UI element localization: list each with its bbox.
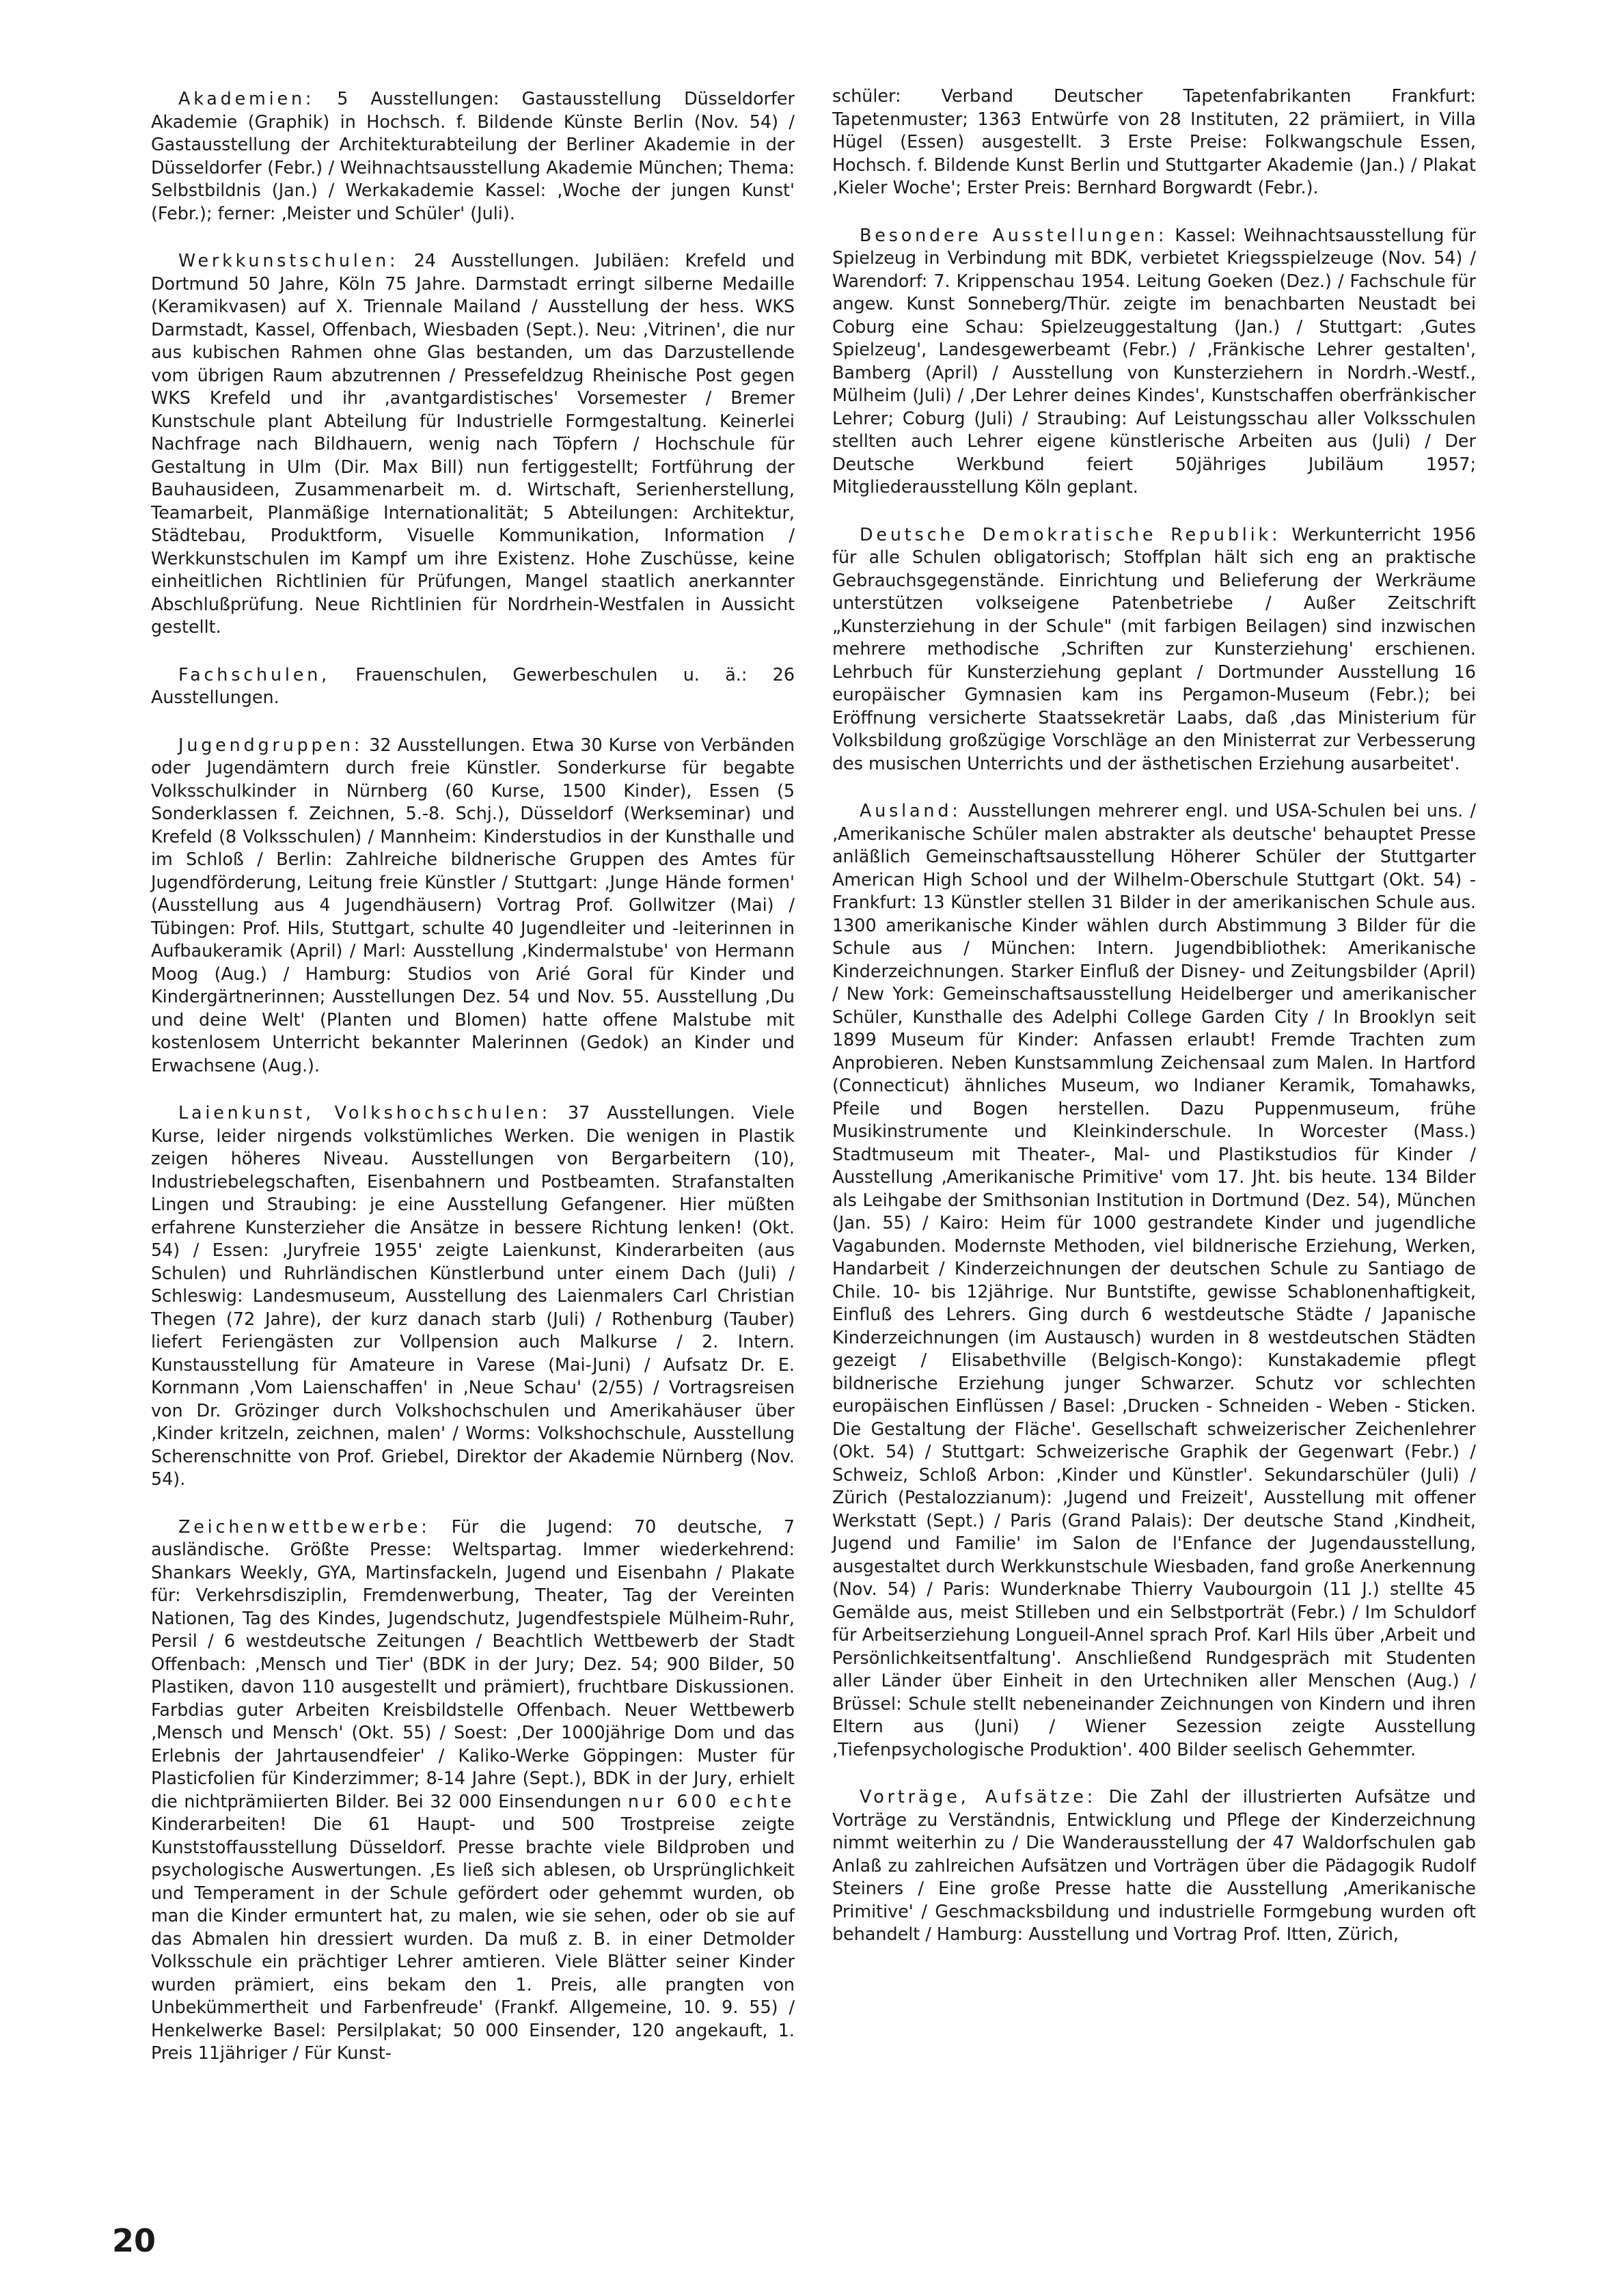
paragraph-text: Die Zahl der illustrierten Aufsätze und Vorträge zu Verständnis, Entwicklung und Pflege der Kinderzeichnung nimmt weiterhin zu / Die Wanderausstellung der 47 Waldorfschulen gab Anlaß zu zahlreichen Aufsätzen und Vorträgen über die Pädagogik Rudolf Steiners / Eine große Presse hatte die Ausstellung ‚Amerikanische Primitive' / Geschmacksbildung und industrielle Formgebung wurden oft behandelt / Hamburg: Ausstellung und Vortrag Prof. Itten, Zürich, <box>832 1786 1477 1944</box>
paragraph-text: 32 Ausstellungen. Etwa 30 Kurse von Verbänden oder Jugendämtern durch freie Künstler. Sonderkurse für begabte Volksschulkinder in Nürnberg (60 Kurse, 1500 Kinder), Essen (5 Sonderklassen f. Zeichnen, 5.-8. Schj.), Düsseldorf (Werkseminar) und Krefeld (8 Volksschulen) / Mannheim: Kinderstudios in der Kunsthalle und im Schloß / Berlin: Zahlreiche bildnerische Gruppen des Amtes für Jugendförderung, Leitung freie Künstler / Stuttgart: ‚Junge Hände formen' (Ausstellung aus 4 Jugendhäusern) Vortrag Prof. Gollwitzer (Mai) / Tübingen: Prof. Hils, Stuttgart, schulte 40 Jugendleiter und -leiterinnen in Aufbaukeramik (April) / Marl: Ausstellung ‚Kindermalstube' von Hermann Moog (Aug.) / Hamburg: Studios von Arié Goral für Kinder und Kindergärtnerinnen; Ausstellungen Dez. 54 und Nov. 55. Ausstellung ‚Du und deine Welt' (Planten und Blomen) hatte offene Malstube mit kostenlosem Unterricht bekannter Malerinnen (Gedok) an Kinder und Erwachsene (Aug.). <box>151 734 795 1076</box>
section-heading: Jugendgruppen: <box>178 734 364 755</box>
paragraph-text: Kassel: Weihnachtsausstellung für Spielzeug in Verbindung mit BDK, verbietet Kriegsspielzeuge (Nov. 54) / Warendorf: 7. Krippenschau 1954. Leitung Goeken (Dez.) / Fachschule für angew. Kunst Sonneberg/Thür. zeigte im benachbarten Neustadt bei Coburg eine Schau: Spielzeuggestaltung (Jan.) / Stuttgart: ‚Gutes Spielzeug', Landesgewerbeamt (Febr.) / ‚Fränkische Lehrer gestalten', Bamberg (April) / Ausstellung von Kunsterziehern in Nordrh.-Westf., Mülheim (Juli) / ‚Der Lehrer deines Kindes', Kunstschaffen oberfränkischer Lehrer; Coburg (Juli) / Straubing: Auf Leistungsschau aller Volksschulen stellten auch Lehrer eigene künstlerische Arbeiten aus (Juli) / Der Deutsche Werkbund feiert 50jähriges Jubiläum 1957; Mitgliederausstellung Köln geplant. <box>832 224 1476 497</box>
section-heading: Fachschulen, <box>178 664 331 685</box>
paragraph-besondere-ausstellungen <box>832 224 1476 499</box>
paragraph-text: schüler: Verband Deutscher Tapetenfabrikanten Frankfurt: Tapetenmuster; 1363 Entwürfe von 28 Instituten, 22 prämiiert, in Villa Hügel (Essen) ausgestellt. 3 Erste Preise: Folkwangschule Essen, Hochsch. f. Bildende Kunst Berlin und Stuttgarter Akademie (Jan.) / Plakat ‚Kieler Woche'; Erster Preis: Bernhard Borgwardt (Febr.). <box>832 85 1476 197</box>
paragraph-werkkunstschulen <box>151 249 795 639</box>
section-heading: Ausland: <box>860 800 961 821</box>
paragraph-akademien <box>151 87 795 225</box>
paragraph-zeichenwettbewerbe <box>151 1516 795 2065</box>
paragraph-text: Werkunterricht 1956 für alle Schulen obligatorisch; Stoffplan hält sich eng an praktische Gebrauchsgegenstände. Einrichtung und Belieferung der Werkräume unterstützen volkseigene Patenbetriebe / Außer Zeitschrift „Kunsterziehung in der Schule" (mit farbigen Beilagen) sind inzwischen mehrere methodische ‚Schriften zur Kunsterziehung' erschienen. Lehrbuch für Kunsterziehung geplant / Dortmunder Ausstellung 16 europäischer Gymnasien kam ins Pergamon-Museum (Febr.); bei Eröffnung versicherte Staatssekretär Laabs, daß ‚das Ministerium für Volksbildung großzügige Vorschläge an den Ministerrat zur Verbesserung des musischen Unterrichts und der ästhetischen Erziehung ausarbeitet'. <box>832 523 1476 774</box>
paragraph-text: 37 Ausstellungen. Viele Kurse, leider nirgends volkstümliches Werken. Die wenigen in Plastik zeigen höheres Niveau. Ausstellungen von Bergarbeitern (10), Industriebelegschaften, Eisenbahnern und Postbeamten. Strafanstalten Lingen und Straubing: je eine Ausstellung Gefangener. Hier müßten erfahrene Kunsterzieher die Ansätze in bessere Richtung lenken! (Okt. 54) / Essen: ‚Juryfreie 1955' zeigte Laienkunst, Kinderarbeiten (aus Schulen) und Ruhrländischen Künstlerbund unter einem Dach (Juli) / Schleswig: Landesmuseum, Ausstellung des Laienmalers Carl Christian Thegen (72 Jahre), der kurz danach starb (Juli) / Rothenburg (Tauber) liefert Feriengästen zur Vollpension auch Malkurse / 2. Intern. Kunstausstellung für Amateure in Varese (Mai-Juni) / Aufsatz Dr. E. Kornmann ‚Vom Laienschaffen' in ‚Neue Schau' (2/55) / Vortragsreisen von Dr. Grözinger durch Volkshochschulen und Amerikahäuser über ‚Kinder kritzeln, zeichnen, malen' / Worms: Volkshochschule, Ausstellung Scherenschnitte von Prof. Griebel, Direktor der Akademie Nürnberg (Nov. 54). <box>151 1102 795 1489</box>
page-number: 20 <box>112 2222 156 2259</box>
right-column <box>832 85 1476 1971</box>
section-heading: Laienkunst, Volkshochschulen: <box>178 1102 551 1123</box>
section-heading: Zeichenwettbewerbe: <box>178 1516 430 1537</box>
section-heading: Vorträge, Aufsätze: <box>860 1786 1097 1807</box>
paragraph-jugendgruppen <box>151 734 795 1078</box>
section-heading: Besondere Ausstellungen: <box>860 224 1168 245</box>
section-heading: Deutsche Demokratische Republik: <box>860 523 1281 545</box>
paragraph-fachschulen <box>151 664 795 709</box>
paragraph-text: 24 Ausstellungen. Jubiläen: Krefeld und Dortmund 50 Jahre, Köln 75 Jahre. Darmstadt erringt silberne Medaille (Keramikvasen) auf X. Triennale Mailand / Ausstellung der hess. WKS Darmstadt, Kassel, Offenbach, Wiesbaden (Sept.). Neu: ‚Vitrinen', die nur aus kubischen Rahmen ohne Glas bestanden, um das Darzustellende vom übrigen Raum abzutrennen / Pressefeldzug Rheinische Post gegen WKS Krefeld und ihr ‚avantgardistisches' Vorsemester / Bremer Kunstschule plant Abteilung für Industrielle Formgestaltung. Keinerlei Nachfrage nach Bildhauern, wenig nach Töpfern / Hochschule für Gestaltung in Ulm (Dir. Max Bill) nun fertiggestellt; Fortführung der Bauhausideen, Zusammenarbeit m. d. Wirtschaft, Serienherstellung, Teamarbeit, Planmäßige Internationalität; 5 Abteilungen: Architektur, Städtebau, Produktform, Visuelle Kommunikation, Information / Werkkunstschulen im Kampf um ihre Existenz. Hohe Zuschüsse, keine einheitlichen Richtlinien für Prüfungen, Mangel staatlich anerkannter Abschlußprüfung. Neue Richtlinien für Nordrhein-Westfalen in Aussicht gestellt. <box>151 250 795 637</box>
emphasized-text: nur 600 echte <box>627 1790 795 1812</box>
section-heading: Werkkunstschulen: <box>178 250 399 271</box>
paragraph-text: Frauenschulen, Gewerbeschulen u. ä.: 26 Ausstellungen. <box>151 664 795 707</box>
left-column <box>151 87 795 2090</box>
paragraph-text-continued: Kinderarbeiten! Die 61 Haupt- und 500 Trostpreise zeigte Kunststoffausstellung Düsseldorf. Presse brachte viele Bildproben und psychologische Auswertungen. ‚Es ließ sich ablesen, ob Ursprünglichkeit und Temperament in der Schule gefördert oder gehemmt wurden, ob man die Kinder ermuntert hat, zu malen, wie sie sehen, oder ob sie auf das Abmalen hin dressiert wurden. Da muß z. B. in einer Detmolder Volksschule ein prächtiger Lehrer amtieren. Viele Blätter seiner Kinder wurden prämiert, eins bekam den 1. Preis, alle prangten von Unbekümmertheit und Farbenfreude' (Frankf. Allgemeine, 10. 9. 55) / Henkelwerke Basel: Persilplakat; 50 000 Einsender, 120 angekauft, 1. Preis 11jähriger / Für Kunst- <box>151 1814 795 2063</box>
paragraph-continued <box>832 85 1476 200</box>
paragraph-text: Für die Jugend: 70 deutsche, 7 ausländische. Größte Presse: Weltspartag. Immer wiederkehrend: Shankars Weekly, GYA, Martinsfackeln, Jugend und Eisenbahn / Plakate für: Verkehrsdisziplin, Fremdenwerbung, Theater, Tag der Vereinten Nationen, Tag des Kindes, Jugendschutz, Jugendfestspiele Mülheim-Ruhr, Persil / 6 westdeutsche Zeitungen / Beachtlich Wettbewerb der Stadt Offenbach: ‚Mensch und Tier' (BDK in der Jury; Dez. 54; 900 Bilder, 50 Plastiken, davon 110 ausgestellt und prämiert), fruchtbare Diskussionen. Farbdias guter Arbeiten Kreisbildstelle Offenbach. Neuer Wettbewerb ‚Mensch und Mensch' (Okt. 55) / Soest: ‚Der 1000jährige Dom und das Erlebnis der Jahrtausendfeier' / Kaliko-Werke Göppingen: Muster für Plasticfolien für Kinderzimmer; 8-14 Jahre (Sept.), BDK in der Jury, erhielt die nichtprämiierten Bilder. Bei 32 000 Einsendungen <box>151 1516 795 1812</box>
paragraph-ausland <box>832 800 1476 1761</box>
paragraph-vortraege <box>832 1786 1476 1946</box>
paragraph-laienkunst <box>151 1102 795 1491</box>
paragraph-text: Ausstellungen mehrerer engl. und USA-Schulen bei uns. / ‚Amerikanische Schüler malen abstrakter als deutsche' behauptet Presse anläßlich Gemeinschaftsausstellung Höherer Schüler der Stuttgarter American High School und der Wilhelm-Oberschule Stuttgart (Okt. 54) - Frankfurt: 13 Künstler stellen 31 Bilder in der amerikanischen Schule aus. 1300 amerikanische Kinder wählen durch Abstimmung 3 Bilder für die Schule aus / München: Intern. Jugendbibliothek: Amerikanische Kinderzeichnungen. Starker Einfluß der Disney- und Zeitungsbilder (April) / New York: Gemeinschaftsausstellung Heidelberger und amerikanischer Schüler, Kunsthalle des Adelphi College Garden City / In Brooklyn seit 1899 Museum für Kinder: Anfassen erlaubt! Fremde Trachten zum Anprobieren. Neben Kunstsammlung Zeichensaal zum Malen. In Hartford (Connecticut) ähnliches Museum, wo Indianer Keramik, Tomahawks, Pfeile und Bogen herstellen. Dazu Puppenmuseum, frühe Musikinstrumente und Kleinkinderschule. In Worcester (Mass.) Stadtmuseum mit Theater-, Mal- und Plastikstudios für Kinder / Ausstellung ‚Amerikanische Primitive' vom 17. Jht. bis heute. 134 Bilder als Leihgabe der Smithsonian Institution in Dortmund (Dez. 54), München (Jan. 55) / Kairo: Heim für 1000 gestrandete Kinder und jugendliche Vagabunden. Modernste Methoden, viel bildnerische Erziehung, Werken, Handarbeit / Kinderzeichnungen der deutschen Schule zu Santiago de Chile. 10- bis 12jährige. Nur Buntstifte, gewisse Schablonenhaftigkeit, Einfluß des Lehrers. Ging durch 6 westdeutsche Städte / Japanische Kinderzeichnungen (im Austausch) wurden in 8 westdeutschen Städten gezeigt / Elisabethville (Belgisch-Kongo): Kunstakademie pflegt bildnerische Erziehung junger Schwarzer. Schutz vor schlechten europäischen Einflüssen / Basel: ‚Drucken - Schneiden - Weben - Sticken. Die Gestaltung der Fläche'. Gesellschaft schweizerischer Zeichenlehrer (Okt. 54) / Stuttgart: Schweizerische Graphik der Gegenwart (Febr.) / Schweiz, Schloß Arbon: ‚Kinder und Künstler'. Sekundarschüler (Juli) / Zürich (Pestalozzianum): ‚Jugend und Freizeit', Ausstellung mit offener Werkstatt (Sept.) / Paris (Grand Palais): Der deutsche Stand ‚Kindheit, Jugend und Familie' im Salon de l'Enfance der Jugendausstellung, ausgestaltet durch Werkkunstschule Wiesbaden, fand große Anerkennung (Nov. 54) / Paris: Wunderknabe Thierry Vaubourgoin (11 J.) stellte 45 Gemälde aus, meist Stilleben und ein Selbstporträt (Febr.) / Im Schuldorf für Arbeitserziehung Longueil-Annel sprach Prof. Karl Hils über ‚Arbeit und Persönlichkeitsentfaltung'. Anschließend Rundgespräch mit Studenten aller Länder über Einheit in den Urtechniken aller Menschen (Aug.) / Brüssel: Schule stellt nebeneinander Zeichnungen von Kindern und ihren Eltern aus (Juni) / Wiener Sezession zeigte Ausstellung ‚Tiefenpsychologische Produktion'. 400 Bilder seelisch Gehemmter. <box>832 800 1476 1760</box>
paragraph-text: 5 Ausstellungen: Gastausstellung Düsseldorfer Akademie (Graphik) in Hochsch. f. Bildende Künste Berlin (Nov. 54) / Gastausstellung der Architekturabteilung der Berliner Akademie in der Düsseldorfer (Febr.) / Weihnachtsausstellung Akademie München; Thema: Selbstbildnis (Jan.) / Werkakademie Kassel: ‚Woche der jungen Kunst' (Febr.); ferner: ‚Meister und Schüler' (Juli). <box>151 88 795 223</box>
section-heading: Akademien: <box>178 88 315 109</box>
paragraph-ddr <box>832 523 1476 776</box>
